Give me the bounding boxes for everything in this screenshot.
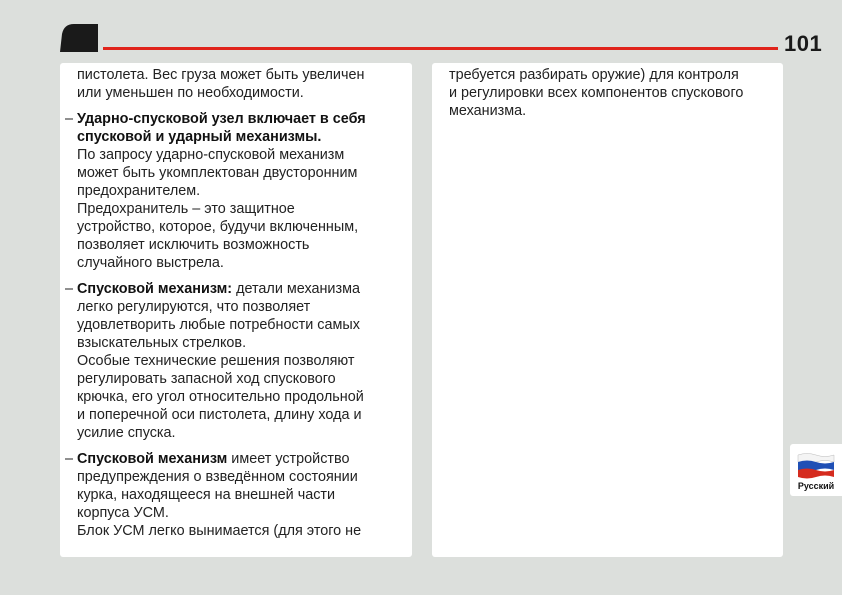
language-label: Русский: [797, 481, 835, 491]
right-column: требуется разбирать оружие) для контроля и регулировки всех компонентов спускового механизма.: [432, 63, 783, 557]
list-item: – Ударно-спусковой узел включает в себя спусковой и ударный механизмы. По запросу ударно-спусковой механизм может быть укомплектован двусторонним предохранителем. Предохранитель – это защитное устройство, которое, будучи включенным, позволяет исключить возможность случайного выстрела.: [65, 111, 366, 271]
list-item: – Спусковой механизм: детали механизма легко регулируются, что позволяет удовлетворить любые потребности самых взыскательных стрелков. Особые технические решения позволяют регулировать запасной ход спускового крючка, его угол относительно продольной и поперечной оси пистолета, длину хода и усилие спуска.: [65, 281, 364, 441]
page-number: 101: [784, 31, 823, 56]
left-column: [60, 63, 412, 557]
brand-logo-icon: [60, 18, 98, 52]
continuation-text: пистолета. Вес груза может быть увеличен или уменьшен по необходимости.: [77, 67, 365, 101]
language-selector[interactable]: [790, 444, 842, 496]
russian-flag-icon: [797, 452, 835, 480]
header-rule: [103, 47, 778, 50]
list-item: – Спусковой механизм имеет устройство предупреждения о взведённом состоянии курка, находящееся на внешней части корпуса УСМ. Блок УСМ легко вынимается (для этого не: [65, 451, 362, 539]
